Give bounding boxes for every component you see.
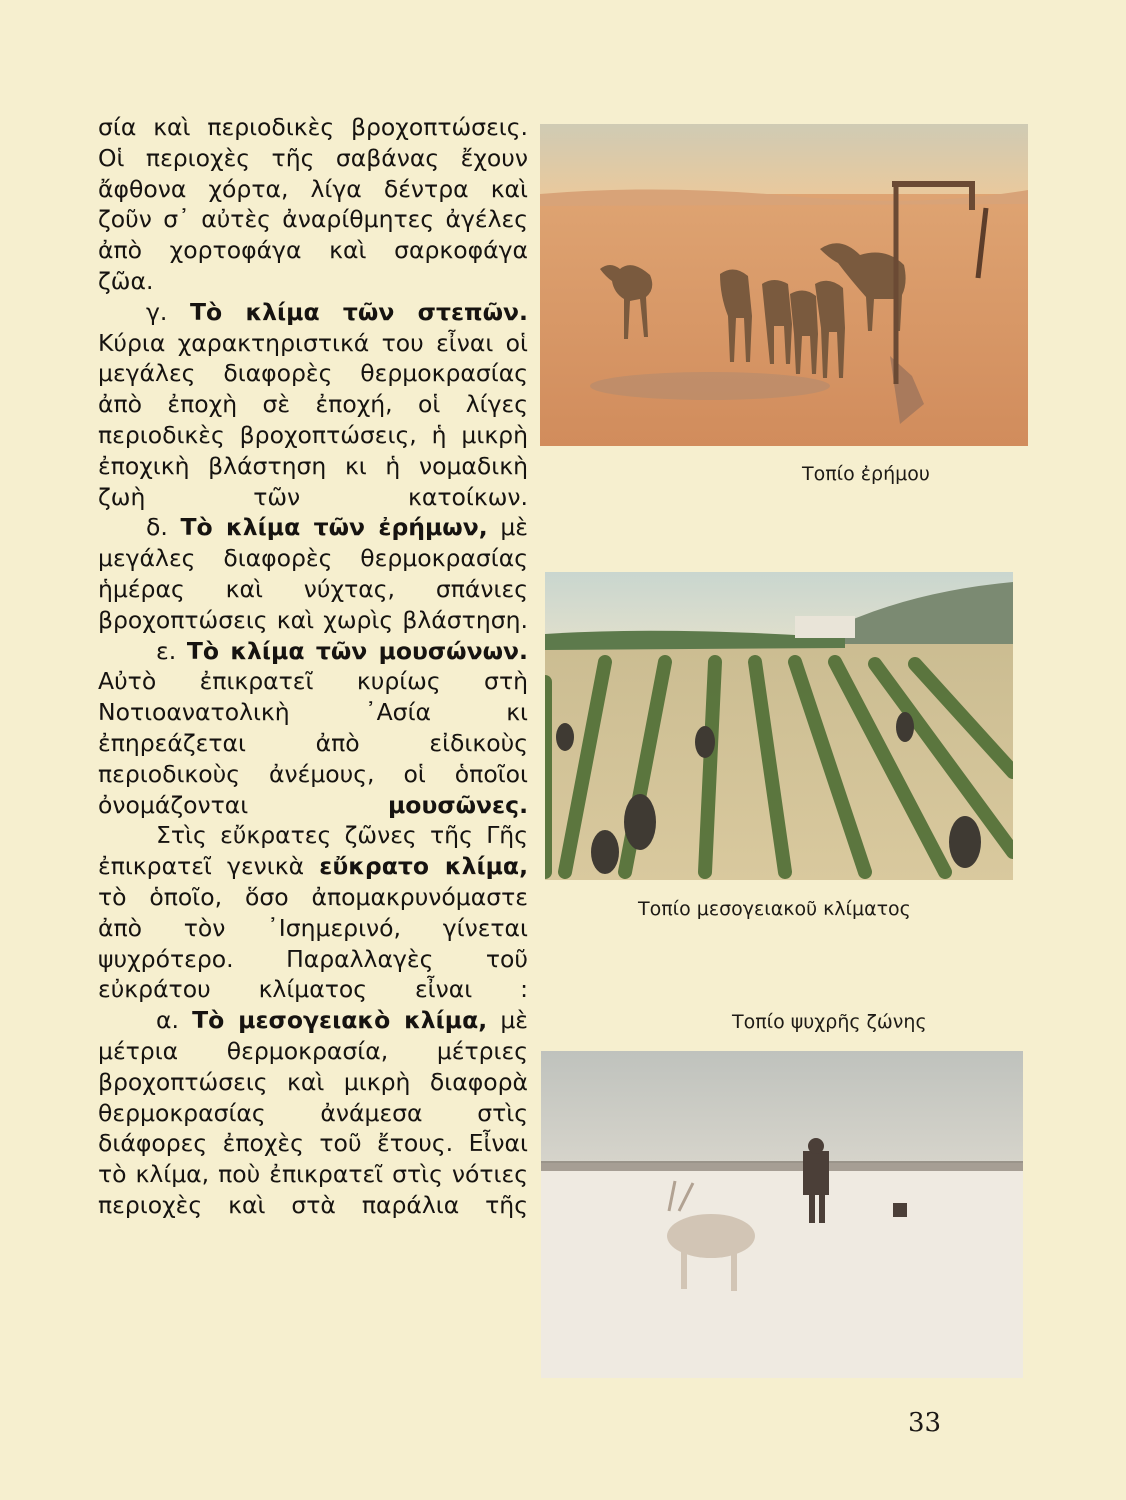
paragraph-mediterranean-climate: α. Τὸ μεσογειακὸ κλίμα, μὲ μέτρια θερμοκρασία, μέτριες βροχοπτώσεις καὶ μικρὴ διαφορὰ θερμοκρασίας ἀνάμεσα στὶς διάφορες ἐποχὲς τοῦ ἔτους. Εἶναι τὸ κλίμα, ποὺ ἐπικρατεῖ στὶς νότιες περιοχὲς καὶ στὰ παράλια τῆς	[98, 1006, 528, 1219]
mediterranean-photo-caption: Τοπίο μεσογειακοῦ κλίματος	[638, 898, 911, 920]
main-text-column	[98, 112, 528, 1221]
term-monsoons: μουσῶνες.	[388, 790, 528, 819]
desert-photo	[540, 124, 1028, 446]
heading-monsoon-climate: Τὸ κλίμα τῶν μουσώνων.	[186, 636, 528, 665]
cold-photo-caption: Τοπίο ψυχρῆς ζώνης	[732, 1011, 927, 1033]
paragraph-desert-climate: δ. Τὸ κλίμα τῶν ἐρήμων, μὲ μεγάλες διαφορὲς θερμοκρασίας ἡμέρας καὶ νύχτας, σπάνιες βροχοπτώσεις καὶ χωρὶς βλάστηση.	[98, 513, 528, 634]
paragraph-steppe-climate: γ. Τὸ κλίμα τῶν στεπῶν. Κύρια χαρακτηριστικά του εἶναι οἱ μεγάλες διαφορὲς θερμοκρασίας ἀπὸ ἐποχὴ σὲ ἐποχή, οἱ λίγες περιοδικὲς βροχοπτώσεις, ἡ μικρὴ ἐποχικὴ βλάστηση κι ἡ νομαδικὴ ζωὴ τῶν κατοίκων.	[98, 297, 528, 511]
heading-mediterranean-climate: Τὸ μεσογειακὸ κλίμα,	[192, 1006, 488, 1035]
heading-steppe-climate: Τὸ κλίμα τῶν στεπῶν.	[189, 297, 528, 326]
mediterranean-photo	[545, 572, 1013, 880]
paragraph-temperate-climate: Στὶς εὔκρατες ζῶνες τῆς Γῆς ἐπικρατεῖ γενικὰ εὔκρατο κλίμα, τὸ ὁποῖο, ὅσο ἀπομακρυνόμαστε ἀπὸ τὸν ᾿Ισημερινό, γίνεται ψυχρότερο. Παραλλαγὲς τοῦ εὐκράτου κλίματος εἶναι :	[98, 821, 528, 1004]
term-temperate-climate: εὔκρατο κλίμα,	[319, 852, 528, 881]
page-number: 33	[908, 1408, 942, 1438]
desert-photo-caption: Τοπίο ἐρήμου	[802, 463, 930, 485]
heading-desert-climate: Τὸ κλίμα τῶν ἐρήμων,	[180, 513, 488, 542]
cold-zone-photo	[541, 1051, 1023, 1378]
paragraph-savanna: σία καὶ περιοδικὲς βροχοπτώσεις. Οἱ περιοχὲς τῆς σαβάνας ἔχουν ἄφθονα χόρτα, λίγα δέντρα καὶ ζοῦν σ᾽ αὐτὲς ἀναρίθμητες ἀγέλες ἀπὸ χορτοφάγα καὶ σαρκοφάγα ζῶα.	[98, 113, 528, 295]
paragraph-monsoon-climate: ε. Τὸ κλίμα τῶν μουσώνων. Αὐτὸ ἐπικρατεῖ κυρίως στὴ Νοτιοανατολικὴ ᾿Ασία κι ἐπηρεάζεται ἀπὸ εἰδικοὺς περιοδικοὺς ἀνέμους, οἱ ὁποῖοι ὀνομάζονται μουσῶνες.	[98, 636, 528, 819]
